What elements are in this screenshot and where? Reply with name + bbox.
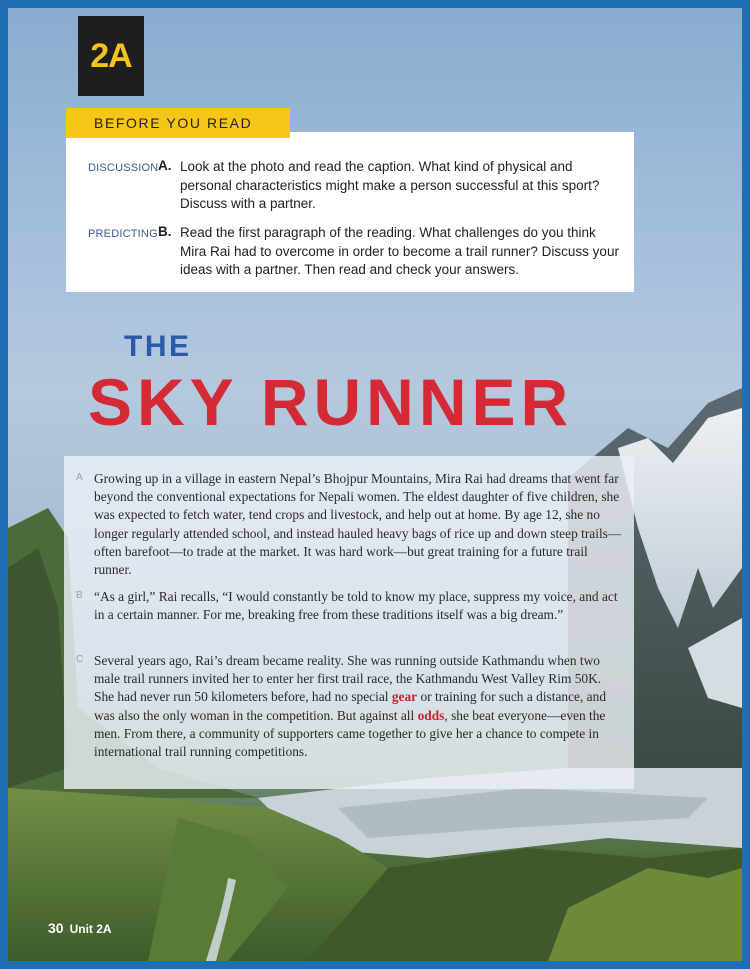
paragraph-text: Growing up in a village in eastern Nepal’s Bhojpur Mountains, Mira Rai had dreams that went far beyond the conventional expectations for Nepali women. The eldest daughter of five children, she was expected to fetch water, tend crops and livestock, and help out at home. By age 12, she no longer regularly attended school, and instead hauled heavy bags of rice up and down steep trails—often barefoot—to trade at the market. It was hard work—but great training for a future trail runner. (94, 471, 622, 578)
paragraph-text-part: or training for such a distance, and was also the only woman in the competition. But against all (94, 689, 607, 723)
question-text: Read the first paragraph of the reading. What challenges do you think Mira Rai had to overcome in order to become a trail runner? Discuss your ideas with a partner. Then read and check your answers. (180, 225, 619, 277)
question-letter: A. (158, 158, 172, 173)
textbook-page (8, 8, 742, 961)
reading-passage (64, 456, 634, 789)
unit-label: Unit 2A (69, 922, 112, 936)
skill-label-predicting: PREDICTING (88, 228, 158, 240)
before-you-read-label: BEFORE YOU READ (94, 115, 253, 131)
question-text: Look at the photo and read the caption. What kind of physical and personal characteristics might make a person successful at this sport? Discuss with a partner. (180, 159, 600, 211)
paragraph-text: “As a girl,” Rai recalls, “I would constantly be told to know my place, suppress my voice, and act in a certain manner. For me, breaking free from these traditions itself was a big dream.” (94, 589, 618, 623)
page-footer (48, 920, 112, 936)
article-title: SKY RUNNER (88, 365, 574, 439)
question-letter: B. (158, 224, 172, 239)
vocab-word-gear: gear (391, 689, 418, 705)
unit-badge-label: 2A (90, 36, 132, 75)
skill-label-discussion: DISCUSSION (88, 162, 159, 174)
before-you-read-box (66, 132, 634, 292)
paragraph-text (94, 652, 622, 761)
paragraph-text-part: , she beat everyone—even the men. From there, a community of supporters came together to give her a chance to compete in international trail running competitions. (94, 707, 606, 760)
paragraph-label: C (76, 654, 84, 665)
title-article: THE (124, 330, 192, 363)
unit-badge (78, 16, 144, 96)
vocab-word-odds: odds (417, 707, 445, 723)
before-you-read-tab (66, 108, 290, 138)
paragraph-text-part: Several years ago, Rai’s dream became reality. She was running outside Kathmandu when two male trail runners invited her to enter her first trail race, the Kathmandu West Valley Rim 50K. She had never run 50 kilometers before, had no special (94, 653, 602, 705)
page-number: 30 (48, 920, 64, 936)
paragraph-label: B (76, 590, 83, 601)
paragraph-label: A (76, 472, 83, 483)
